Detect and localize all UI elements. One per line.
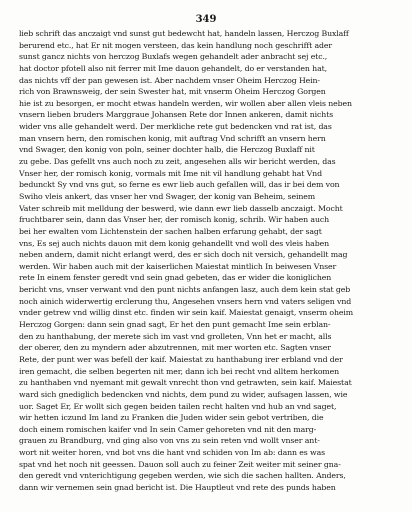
text-line: bei her ewalten vom Lichtenstein der sachen halben erfarung gehabt, der sagt bbox=[19, 226, 322, 236]
text-line: bericht vns, vnser verwant vnd den punt nichts anfangen lasz, auch dem kein stat geb bbox=[19, 285, 351, 295]
text-line: zu hanthaben vnd nyemant mit gewalt vnrecht thon vnd getrawten, sein kaif. Maiestat bbox=[19, 378, 352, 388]
text-line: Vater schreib mit melldung der beswerd, wie dann ewr lieb dasselb anczaigt. Mocht bbox=[19, 203, 343, 213]
text-line: grauen zu Brandburg, vnd ging also von vns zu sein reten vnd wollt vnser ant- bbox=[19, 436, 320, 446]
text-line: bedunckt Sy vnd vns gut, so ferne es ewr lieb auch gefallen will, das ir bei dem von bbox=[19, 180, 340, 190]
text-line: den geredt vnd vnterichtigung gegeben werden, wie sich die sachen hallten. Anders, bbox=[19, 471, 346, 481]
text-line: ward sich gnediglich bedencken vnd nichts, dem pund zu wider, aufsagen lassen, wie bbox=[19, 389, 348, 399]
text-line: iren gemacht, die selben begerten nit mer, dann ich bei recht vnd alltem herkomen bbox=[19, 366, 340, 376]
text-line: berurend etc., hat Er nit mogen versteen, das kein handlung noch geschrifft ader bbox=[19, 40, 333, 50]
text-line: das nichts vff der pan gewesen ist. Aber nachdem vnser Oheim Herczog Hein- bbox=[19, 75, 320, 85]
text-line: vnsern lieben bruders Marggraue Johansen Rete dor Innen ankeren, damit nichts bbox=[19, 110, 334, 120]
text-line: hie ist zu besorgen, er mocht etwas handeln werden, wir wollen aber allen vleis neben bbox=[19, 98, 352, 108]
text-line: uor. Saget Er, Er wollt sich gegen beiden tailen recht halten vnd hub an vnd saget, bbox=[19, 401, 337, 411]
text-line: dann wir vernemen sein gnad bericht ist. Die Hauptleut vnd rete des punds haben bbox=[19, 482, 336, 492]
text-line: rete In einem fenster geredt vnd sein gnad gebeten, das er wider die koniglichen bbox=[19, 273, 332, 283]
text-line: rich von Brawnsweig, der sein Swester hat, mit vnserm Oheim Herczog Gorgen bbox=[19, 87, 326, 97]
text-line: neben andern, damit nicht erlangt werd, des er sich doch nit versich, gehandellt mag bbox=[19, 250, 348, 260]
text-line: doch einem romischen kaifer vnd In sein Camer gehoreten vnd nit den marg- bbox=[19, 424, 317, 434]
text-line: spat vnd het noch nit geessen. Dauon soll auch zu feiner Zeit weiter mit seiner gna- bbox=[19, 459, 341, 469]
text-line: hat doctor pfotell also nit ferrer mit Ime dauon gehandelt, do er verstanden hat, bbox=[19, 63, 327, 73]
text-line: wir hetten iczund Im land zu Franken die Juden wider sein gebot vertriben, die bbox=[19, 413, 324, 423]
page-number: 349 bbox=[195, 14, 217, 25]
text-line: wider vns alle gehandelt werd. Der merkliche rete gut bedencken vnd rat ist, das bbox=[19, 122, 332, 132]
text-line: wort nit weiter horen, vnd bot vns die hant vnd schiden von Im ab: dann es was bbox=[19, 448, 325, 458]
text-line: Rete, der punt wer was befell der kaif. Maiestat zu hanthabung irer erbland vnd der bbox=[19, 354, 343, 364]
text-line: vnder getrew vnd willig dinst etc. finden wir sein kaif. Maiestat genaigt, vnserm oheim bbox=[19, 308, 353, 318]
text-line: zu gebe. Das gefellt vns auch noch zu zeit, angesehen alls wir bericht werden, das bbox=[19, 157, 336, 167]
text-line: Herczog Gorgen: dann sein gnad sagt, Er het den punt gemacht Ime sein erblan- bbox=[19, 320, 331, 330]
text-line: vnd Swager, den konig von poln, seiner dochter halb, die Herczog Buxlaff nit bbox=[19, 145, 315, 155]
text-line: vns, Es sej auch nichts dauon mit dem konig gehandellt vnd woll des vleis haben bbox=[19, 238, 329, 248]
text-line: Swiho vleis ankert, das vnser her vnd Swager, der konig van Beheim, seinem bbox=[19, 191, 316, 201]
text-line: man vnsern hern, den romischen konig, mit auftrag Vnd schrifft an vnsern hern bbox=[19, 133, 326, 143]
text-line: noch ainich widerwertig erclerung thu, Angesehen vnsers hern vnd vaters seligen vnd bbox=[19, 296, 352, 306]
text-line: Vnser her, der romisch konig, vormals mit Ime nit vil handlung gehabt hat Vnd bbox=[19, 168, 322, 178]
text-line: den zu hanthabung, der merete sich im vast vnd grolleten, Vnn het er macht, alls bbox=[19, 331, 332, 341]
text-line: fruchtbarer sein, dann das Vnser her, der romisch konig, schrib. Wir haben auch bbox=[19, 215, 330, 225]
body-text bbox=[19, 28, 401, 494]
text-line: sunst gancz nichts von herczog Buxlafs wegen gehandelt ader anbracht sej etc., bbox=[19, 52, 328, 62]
text-line: lieb schrift das anczaigt vnd sunst gut bedewcht hat, handeln lassen, Herczog Buxlaff bbox=[19, 29, 349, 38]
text-line: werden. Wir haben auch mit der kaiserlichen Maiestat mintlich In beiwesen Vnser bbox=[19, 261, 337, 271]
text-line: der oberer, den zu myndern ader abzutrennen, mit mer worten etc. Sagten vnser bbox=[19, 343, 331, 353]
